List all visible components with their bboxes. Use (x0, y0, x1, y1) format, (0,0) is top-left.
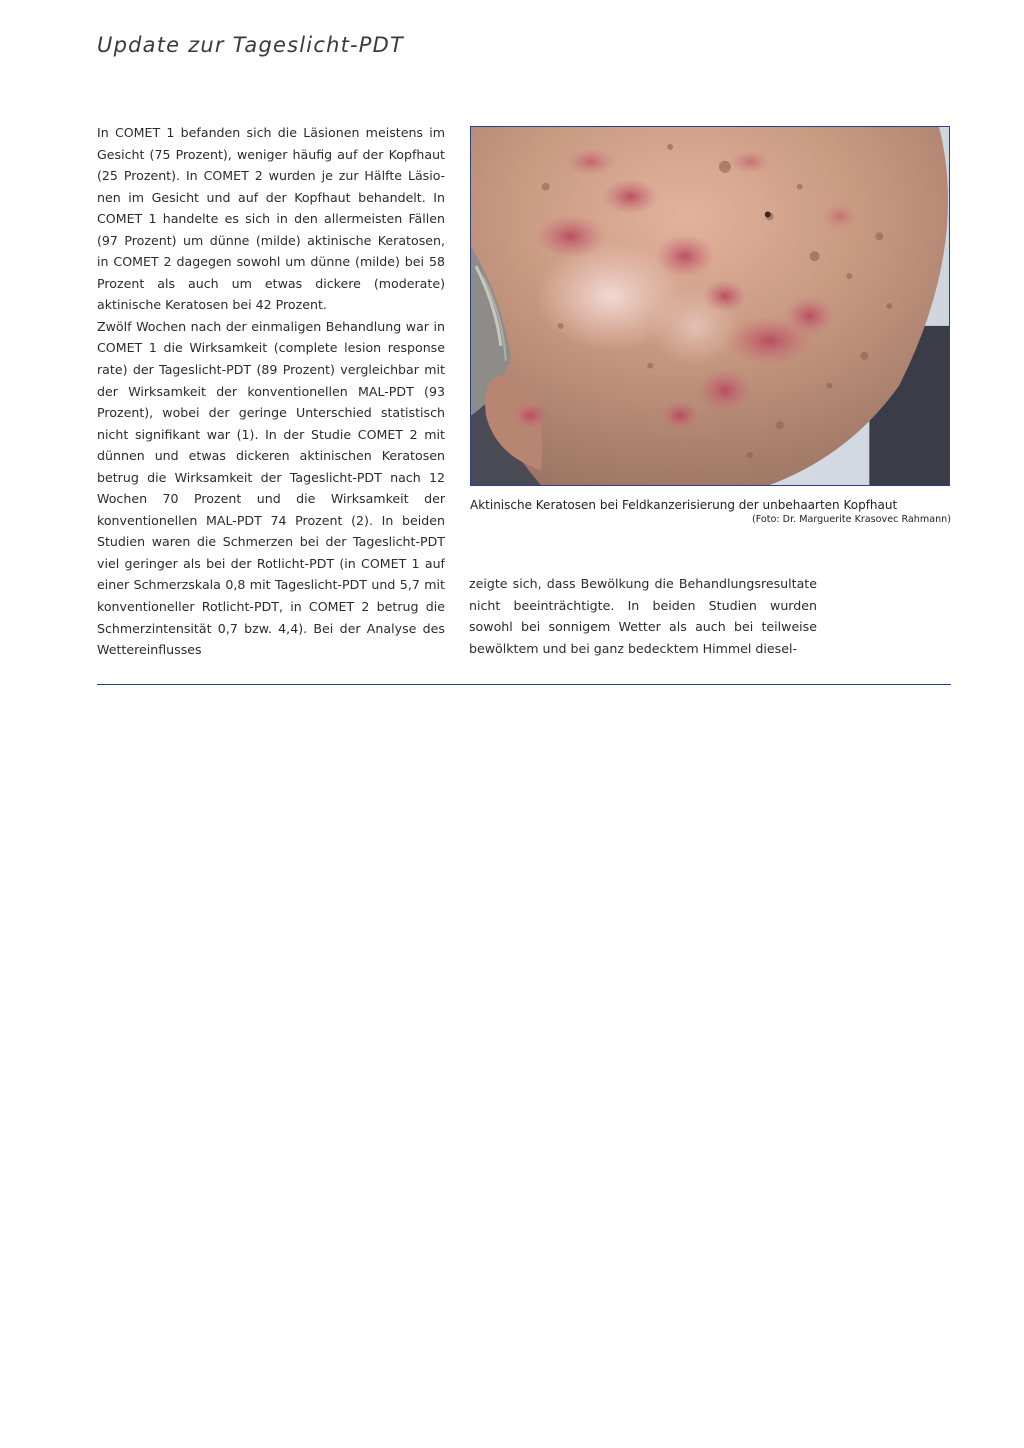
section-divider (97, 684, 951, 685)
text-column-right (469, 573, 817, 659)
running-title: Update zur Tageslicht-PDT (97, 33, 405, 57)
paragraph: In COMET 1 befanden sich die Läsionen meistens im Gesicht (75 Prozent), weniger häufig auf der Kopfhaut (25 Prozent). In COMET 2 wurden je zur Hälfte Läsionen im Gesicht und auf der Kopfhaut behandelt. In COMET 1 handelte es sich in den allermeisten Fällen (97 Prozent) um dünne (milde) aktinische Keratosen, in COMET 2 dagegen sowohl um dünne (milde) bei 58 Prozent als auch um etwas dickere (moderate) aktinische Keratosen bei 42 Prozent. (97, 125, 445, 313)
scalp-photo (470, 126, 950, 486)
paragraph: Zwölf Wochen nach der einmaligen Behandlung war in COMET 1 die Wirksamkeit (complete lesion response rate) der Tageslicht-PDT (89 Prozent) vergleichbar mit der Wirksamkeit der konventionellen MAL-PDT (93 Prozent), wobei der geringe Unterschied statistisch nicht signifikant war (1). In der Studie COMET 2 mit dünnen und etwas dickeren aktinischen Keratosen betrug die Wirksamkeit der Tageslicht-PDT nach 12 Wochen 70 Prozent und die Wirksamkeit der konventionellen MAL-PDT 74 Prozent (2). In beiden Studien waren die Schmerzen bei der Tageslicht-PDT viel geringer als bei der Rotlicht-PDT (in COMET 1 auf einer Schmerzskala 0,8 mit Tageslicht-PDT und 5,7 mit konventioneller Rotlicht-PDT, in COMET 2 betrug die Schmerzintensität 0,7 bzw. 4,4). Bei der Analyse des Wettereinflusses (97, 318, 445, 658)
paragraph: zeigte sich, dass Bewölkung die Behandlungsresultate nicht beeinträchtigte. In beiden Studien wurden sowohl bei sonnigem Wetter als auch bei teilweise bewölktem und bei ganz bedecktem Himmel diesel- (469, 576, 817, 656)
caption-text: Aktinische Keratosen bei Feldkanzerisierung der unbehaarten Kopfhaut (470, 498, 898, 512)
figure-caption (470, 497, 951, 526)
photo-credit: (Foto: Dr. Marguerite Krasovec Rahmann) (751, 514, 951, 525)
text-column-left (97, 122, 445, 661)
